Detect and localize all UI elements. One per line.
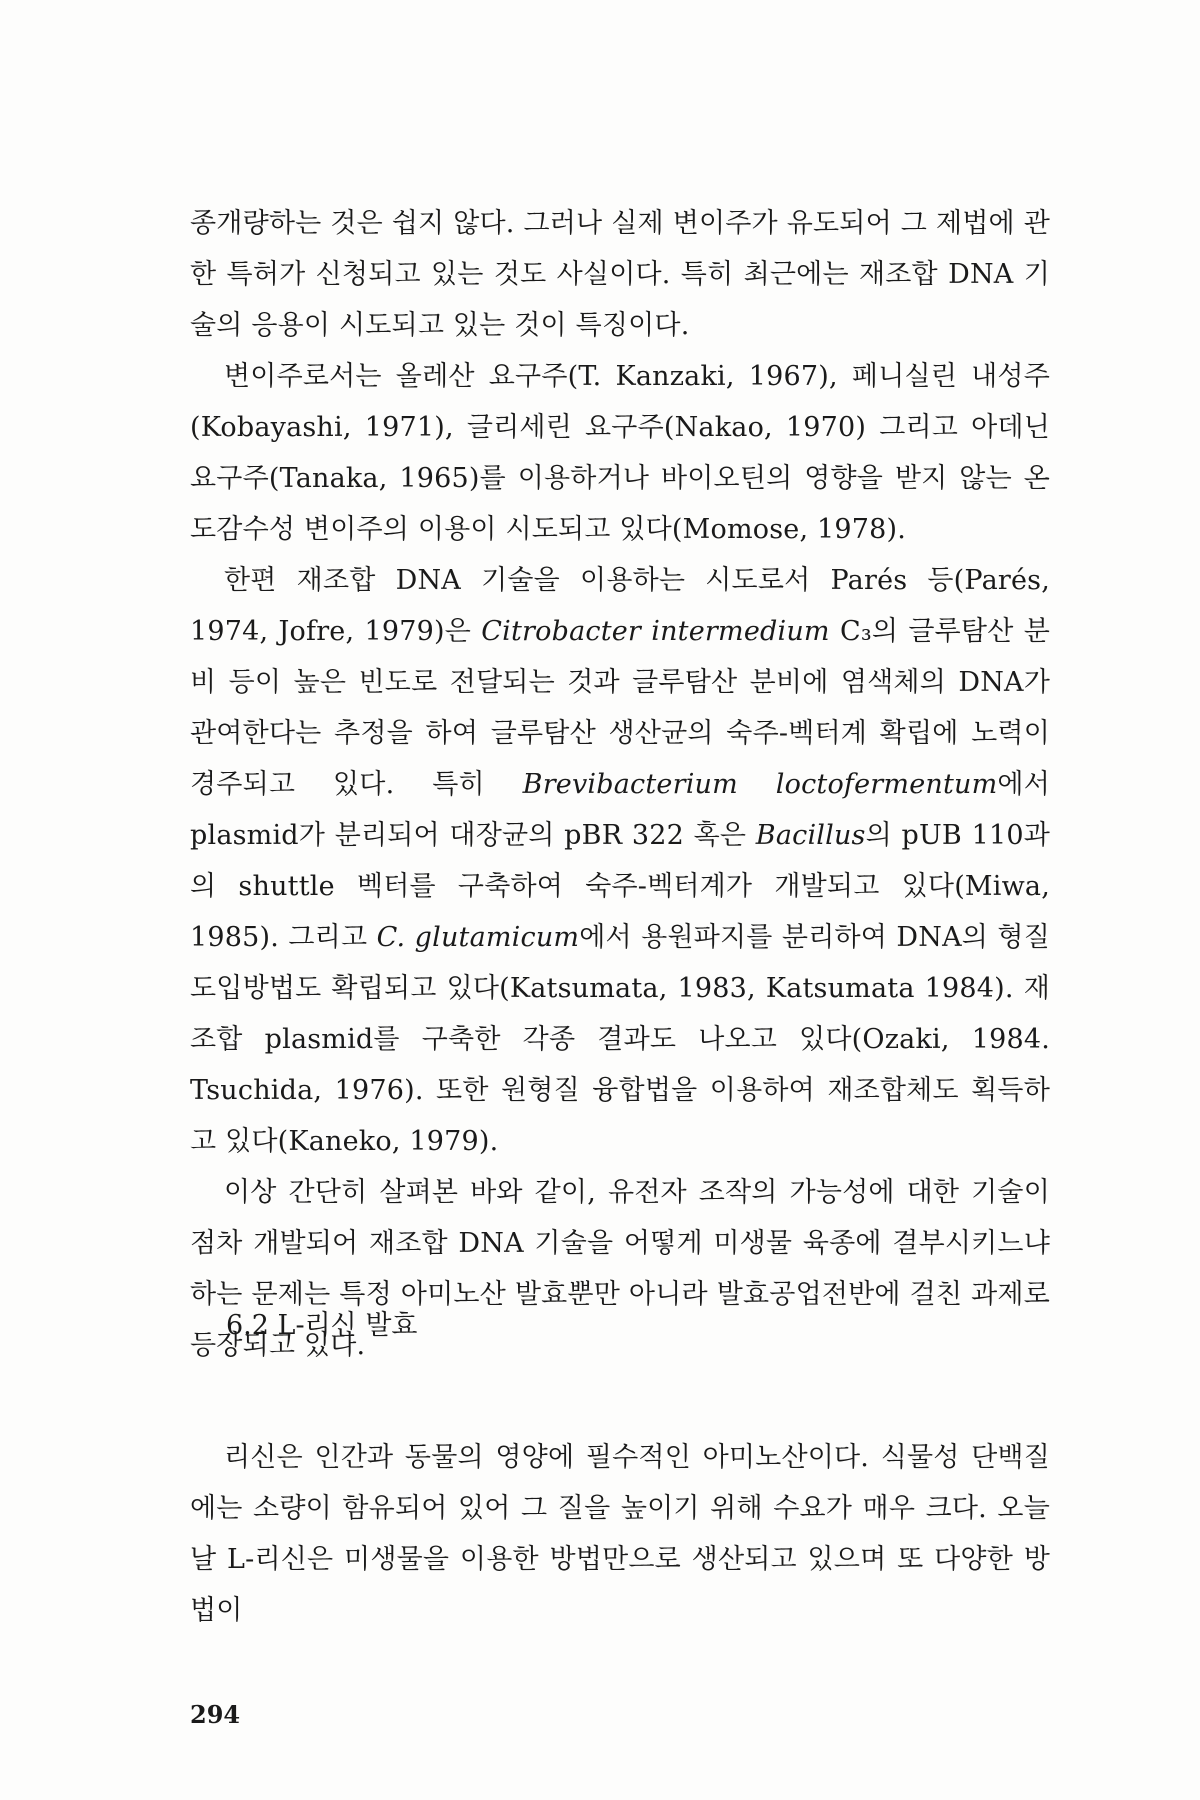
text-segment: C₃의 글루탐산 분비 등이 높은 빈도로 전달되는 것과 글루탐산 분비에 염색체의 DNA가 관여한다는 추정을 하여 글루탐산 생산균의 숙주-벡터계 확립에 노력이 경주되고 있다. 특히 <box>190 616 1050 800</box>
text-segment: 에서 용원파지를 분리하여 DNA의 형질도입방법도 확립되고 있다(Katsumata, 1983, Katsumata 1984). 재조합 plasmid를 구축한 각종 결과도 나오고 있다(Ozaki, 1984. Tsuchida, 1976). 또한 원형질 융합법을 이용하여 재조합체도 획득하고 있다(Kaneko, 1979). <box>190 922 1050 1157</box>
text-segment: 의 pUB 110과의 shuttle 벡터를 구축하여 숙주-벡터계가 개발되고 있다(Miwa, 1985). 그리고 <box>190 820 1051 953</box>
text-segment: 이상 간단히 살펴본 바와 같이, 유전자 조작의 가능성에 대한 기술이 점차 개발되어 재조합 DNA 기술을 어떻게 미생물 육종에 결부시키느냐 하는 문제는 특정 아미노산 발효뿐만 아니라 발효공업전반에 걸친 과제로 등장되고 있다. <box>190 1177 1050 1361</box>
paragraph-5: 리신은 인간과 동물의 영양에 필수적인 아미노산이다. 식물성 단백질에는 소량이 함유되어 있어 그 질을 높이기 위해 수요가 매우 크다. 오늘날 L-리신은 미생물을 이용한 방법만으로 생산되고 있으며 또 다양한 방법이 <box>190 1442 1050 1626</box>
scientific-name: C. glutamicum <box>376 922 580 953</box>
scientific-name: Brevibacterium loctofermentum <box>522 769 998 800</box>
paragraph-3 <box>190 555 1050 1167</box>
text-segment: 변이주로서는 올레산 요구주(T. Kanzaki, 1967), 페니실린 내성주(Kobayashi, 1971), 글리세린 요구주(Nakao, 1970) 그리고 아데닌 요구주(Tanaka, 1965)를 이용하거나 바이오틴의 영향을 받지 않는 온도감수성 변이주의 이용이 시도되고 있다(Momose, 1978). <box>190 361 1050 545</box>
paragraph-1 <box>190 198 1050 351</box>
page-number: 294 <box>190 1700 241 1729</box>
section-heading: 6.2 L-리신 발효 <box>226 1310 418 1341</box>
text-segment: 종개량하는 것은 쉽지 않다. 그러나 실제 변이주가 유도되어 그 제법에 관한 특허가 신청되고 있는 것도 사실이다. 특히 최근에는 재조합 DNA 기술의 응용이 시도되고 있는 것이 특징이다. <box>190 208 1050 341</box>
paragraph-2 <box>190 351 1050 555</box>
scientific-name: Citrobacter intermedium <box>481 616 830 647</box>
scientific-name: Bacillus <box>755 820 866 851</box>
body-text-lower <box>190 1432 1050 1636</box>
body-text-upper <box>190 198 1050 1371</box>
text-segment: 한편 재조합 DNA 기술을 이용하는 시도로서 Parés 등(Parés, 1974, Jofre, 1979)은 <box>190 565 1050 647</box>
text-segment: 에서 plasmid가 분리되어 대장균의 pBR 322 혹은 <box>190 769 1050 851</box>
